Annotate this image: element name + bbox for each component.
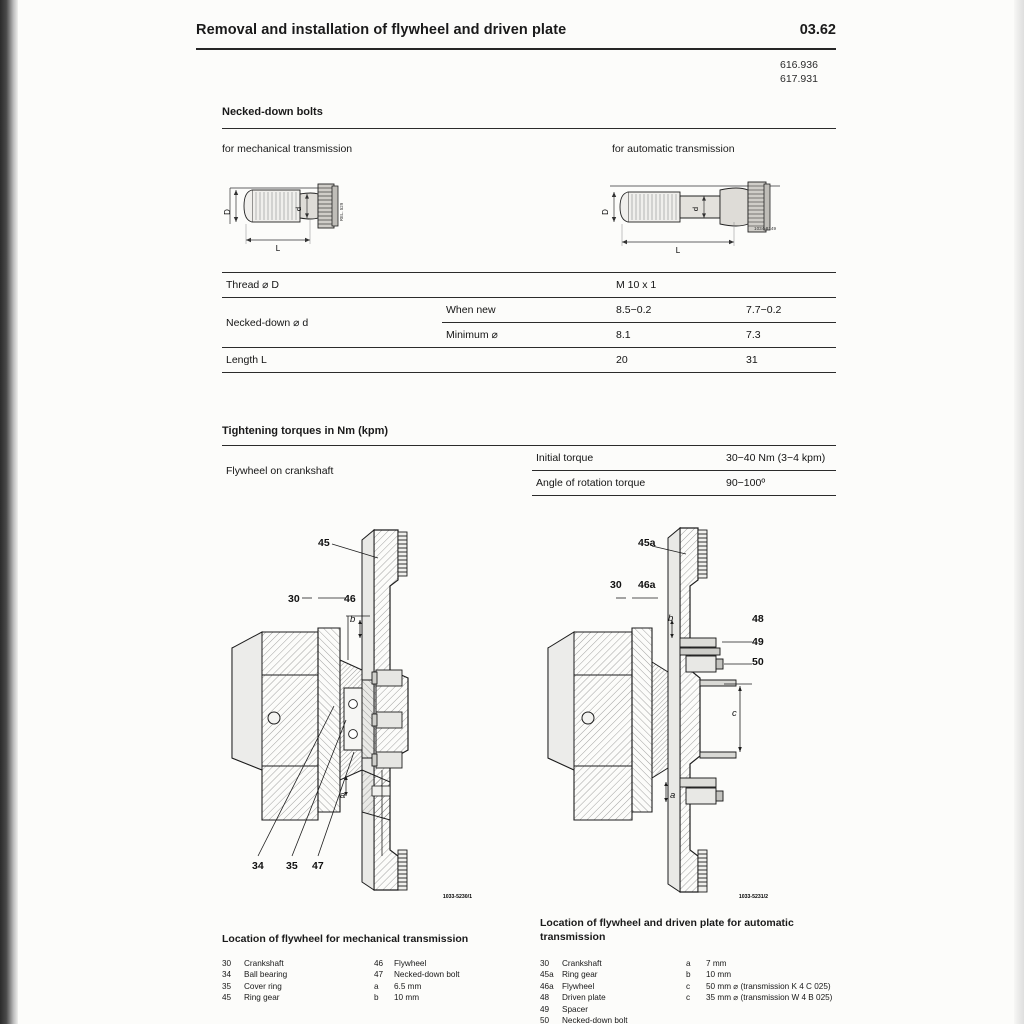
legend-key: 35: [222, 981, 232, 991]
legend-text: 35 mm ⌀ (transmission W 4 B 025): [706, 993, 833, 1003]
spec-label: Thread ⌀ D: [222, 273, 442, 298]
legend-text: Spacer: [562, 1004, 588, 1014]
list-item: [222, 958, 293, 969]
figure-mechanical-transmission: [222, 520, 512, 910]
torque-value: 30−40 Nm (3−4 kpm): [722, 446, 836, 471]
svg-text:1034-8149: 1034-8149: [754, 226, 776, 231]
legend-key: c: [686, 981, 691, 991]
caption-mechanical: for mechanical transmission: [222, 143, 353, 155]
spec-mech: 8.1: [612, 323, 742, 348]
svg-text:D: D: [601, 209, 610, 215]
spec-auto: 31: [742, 348, 836, 373]
divider-1: [222, 128, 836, 129]
spec-sub: When new: [442, 298, 612, 323]
list-item: [686, 992, 838, 1003]
legend-text: Cover ring: [244, 981, 282, 991]
svg-text:L: L: [675, 246, 681, 255]
page-header: [196, 22, 836, 38]
spec-sub: Minimum ⌀: [442, 323, 612, 348]
legend-key: 34: [222, 970, 232, 980]
list-item: [540, 1004, 634, 1015]
callout-30-right: 30: [610, 579, 622, 591]
callout-48: 48: [752, 613, 764, 625]
legend-key: b: [686, 970, 691, 980]
list-item: [540, 992, 634, 1003]
torque-value: 90−100º: [722, 471, 836, 496]
legend-right-col2: [686, 958, 838, 1004]
list-item: [540, 1015, 634, 1026]
legend-text: Crankshaft: [244, 959, 284, 968]
page-edge-shadow: [1014, 0, 1024, 1024]
legend-text: Flywheel: [562, 981, 595, 991]
list-item: [686, 958, 838, 969]
list-item: [222, 992, 293, 1003]
model-number-2: 617.931: [780, 73, 818, 85]
callout-30-left: 30: [288, 593, 300, 605]
table-row: [222, 273, 836, 298]
legend-text: 6.5 mm: [394, 981, 422, 991]
list-item: [374, 969, 466, 980]
torque-sub: Initial torque: [532, 446, 722, 471]
callout-47: 47: [312, 860, 324, 872]
svg-text:d: d: [294, 206, 303, 212]
legend-key: 48: [540, 993, 550, 1003]
bolt-diagram-automatic: [600, 168, 800, 258]
legend-key: 49: [540, 1004, 550, 1014]
legend-key: 45a: [540, 970, 554, 980]
legend-text: Crankshaft: [562, 959, 602, 968]
legend-left-col1: [222, 958, 293, 1004]
section-number: 03.62: [799, 22, 836, 38]
figure-left-caption: Location of flywheel for mechanical transmission: [222, 933, 469, 945]
figure-right-caption: Location of flywheel and driven plate for automatic transmission: [540, 917, 794, 943]
svg-text:D: D: [223, 209, 232, 215]
legend-key: a: [686, 959, 691, 968]
legend-key: 46: [374, 959, 384, 968]
spec-label: Necked-down ⌀ d: [222, 298, 442, 348]
legend-text: Ball bearing: [244, 970, 288, 980]
bolt-diagram-mechanical: [210, 168, 370, 258]
callout-50: 50: [752, 656, 764, 668]
legend-key: 46a: [540, 981, 554, 991]
callout-a-left: a: [340, 790, 346, 801]
legend-text: Ring gear: [562, 970, 598, 980]
callout-46a: 46a: [638, 579, 656, 591]
spec-mech: 20: [612, 348, 742, 373]
list-item: [222, 969, 293, 980]
legend-key: 50: [540, 1016, 550, 1026]
page-gutter-shadow: [0, 0, 18, 1024]
legend-text: Flywheel: [394, 959, 427, 968]
svg-text:L: L: [275, 244, 281, 253]
legend-text: 10 mm: [394, 993, 420, 1003]
torque-table: [222, 445, 836, 496]
svg-text:REL. 529: REL. 529: [339, 202, 344, 222]
legend-key: 45: [222, 993, 232, 1003]
figure-automatic-transmission: [540, 520, 800, 910]
caption-automatic: for automatic transmission: [612, 143, 735, 155]
list-item: [374, 958, 466, 969]
spec-auto: 7.7−0.2: [742, 298, 836, 323]
callout-45a: 45a: [638, 537, 656, 549]
callout-46-left: 46: [344, 593, 356, 605]
torque-sub: Angle of rotation torque: [532, 471, 722, 496]
table-row: [222, 446, 836, 471]
callout-a-right: a: [670, 790, 676, 801]
legend-text: 7 mm: [706, 959, 727, 968]
table-row: [222, 348, 836, 373]
svg-text:1033-5230/1: 1033-5230/1: [442, 894, 472, 900]
list-item: [374, 981, 466, 992]
page-title: Removal and installation of flywheel and driven plate: [196, 22, 567, 38]
header-rule: [196, 48, 836, 50]
callout-49: 49: [752, 636, 764, 648]
svg-text:1033-5231/2: 1033-5231/2: [738, 894, 768, 900]
necked-down-bolts-heading: Necked-down bolts: [222, 106, 323, 118]
legend-key: 47: [374, 970, 384, 980]
list-item: [686, 981, 838, 992]
spec-sub: [442, 348, 612, 373]
legend-key: c: [686, 993, 691, 1003]
legend-text: Necked-down bolt: [394, 970, 460, 980]
spec-auto: 7.3: [742, 323, 836, 348]
spec-auto: [742, 273, 836, 298]
callout-b-left: b: [350, 614, 356, 625]
tightening-torques-heading: Tightening torques in Nm (kpm): [222, 425, 389, 437]
legend-right-col1: [540, 958, 634, 1026]
legend-text: Driven plate: [562, 993, 606, 1003]
callout-b-right: b: [668, 613, 674, 624]
legend-key: a: [374, 981, 379, 991]
callout-c-right: c: [732, 708, 737, 719]
spec-mech: M 10 x 1: [612, 273, 742, 298]
spec-sub: [442, 273, 612, 298]
spec-mech: 8.5−0.2: [612, 298, 742, 323]
legend-text: 50 mm ⌀ (transmission K 4 C 025): [706, 981, 831, 991]
callout-45-left: 45: [318, 537, 330, 549]
legend-key: 30: [540, 959, 550, 968]
legend-key: 30: [222, 959, 232, 968]
model-number-1: 616.936: [780, 59, 818, 71]
table-row: [222, 298, 836, 323]
legend-left-col2: [374, 958, 466, 1004]
list-item: [686, 969, 838, 980]
list-item: [540, 958, 634, 969]
model-numbers: [780, 58, 818, 86]
torque-label: Flywheel on crankshaft: [222, 446, 532, 496]
callout-34: 34: [252, 860, 264, 872]
legend-text: Necked-down bolt: [562, 1016, 628, 1026]
list-item: [540, 969, 634, 980]
bolt-spec-table: [222, 272, 836, 373]
list-item: [222, 981, 293, 992]
spec-label: Length L: [222, 348, 442, 373]
list-item: [374, 992, 466, 1003]
callout-35: 35: [286, 860, 298, 872]
legend-text: 10 mm: [706, 970, 732, 980]
legend-text: Ring gear: [244, 993, 280, 1003]
legend-key: b: [374, 993, 379, 1003]
list-item: [540, 981, 634, 992]
svg-text:d: d: [691, 206, 700, 212]
